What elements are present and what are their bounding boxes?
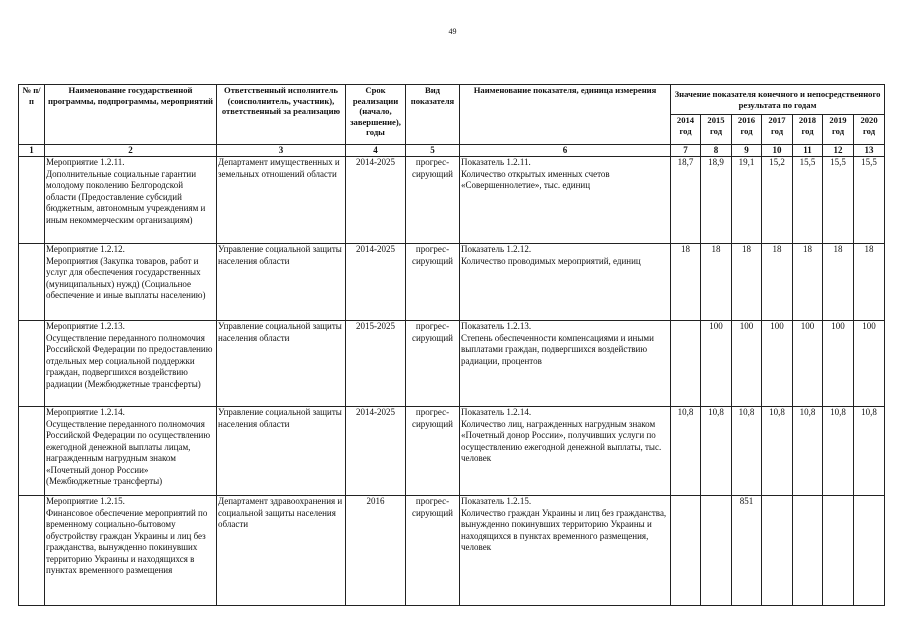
table-row: [19, 157, 885, 244]
value-cell: 18: [793, 244, 823, 321]
column-number: 7: [671, 145, 701, 157]
value-cell: 100: [732, 321, 762, 407]
header-year: 2018 год: [793, 115, 823, 145]
table-row: [19, 407, 885, 496]
value-cell: 10,8: [701, 407, 732, 496]
column-number: 11: [793, 145, 823, 157]
header-year: 2016 год: [732, 115, 762, 145]
value-cell: [701, 496, 732, 606]
header-year: 2015 год: [701, 115, 732, 145]
column-numbers-row: [19, 145, 885, 157]
column-number: 12: [823, 145, 854, 157]
indicator-type: прогрес- сирующий: [406, 157, 460, 244]
value-cell: [793, 496, 823, 606]
value-cell: 18: [671, 244, 701, 321]
implementation-period: 2015-2025: [346, 321, 406, 407]
value-cell: 18: [701, 244, 732, 321]
value-cell: 18: [762, 244, 793, 321]
value-cell: 10,8: [762, 407, 793, 496]
column-number: 13: [854, 145, 885, 157]
header-values-group: Значение показателя конечного и непосредственного результата по годам: [671, 85, 885, 115]
value-cell: 10,8: [671, 407, 701, 496]
column-number: 1: [19, 145, 45, 157]
value-cell: [671, 321, 701, 407]
value-cell: [671, 496, 701, 606]
column-number: 10: [762, 145, 793, 157]
value-cell: 10,8: [732, 407, 762, 496]
header-type: Вид показателя: [406, 85, 460, 145]
row-number: [19, 407, 45, 496]
measure-name: Мероприятие 1.2.14. Осуществление переданного полномочия Российской Федерации по осуществлению ежегодной денежной выплаты лицам, награжденным нагрудным знаком «Почетный донор России» (Межбюджетные трансферты): [45, 407, 217, 496]
value-cell: 10,8: [823, 407, 854, 496]
value-cell: 18: [732, 244, 762, 321]
implementation-period: 2014-2025: [346, 407, 406, 496]
value-cell: 18: [854, 244, 885, 321]
value-cell: 100: [793, 321, 823, 407]
value-cell: 15,5: [854, 157, 885, 244]
header-period: Срок реализации (начало, завершение), годы: [346, 85, 406, 145]
measure-name: Мероприятие 1.2.15. Финансовое обеспечение мероприятий по временному социально-бытовому обустройству граждан Украины и лиц без гражданства, вынужденно покинувших территорию Украины и находящихся в пунктах временного размещения: [45, 496, 217, 606]
row-number: [19, 244, 45, 321]
responsible-executor: Департамент имущественных и земельных отношений области: [217, 157, 346, 244]
row-number: [19, 496, 45, 606]
program-table: [18, 84, 885, 606]
indicator-name: Показатель 1.2.12. Количество проводимых мероприятий, единиц: [460, 244, 671, 321]
value-cell: 851: [732, 496, 762, 606]
header-num: № п/п: [19, 85, 45, 145]
header-year: 2017 год: [762, 115, 793, 145]
column-number: 5: [406, 145, 460, 157]
value-cell: 100: [823, 321, 854, 407]
table-row: [19, 496, 885, 606]
value-cell: 10,8: [793, 407, 823, 496]
page-number: 49: [448, 27, 457, 36]
column-number: 2: [45, 145, 217, 157]
header-responsible: Ответственный исполнитель (соисполнитель, участник), ответственный за реализацию: [217, 85, 346, 145]
column-number: 3: [217, 145, 346, 157]
value-cell: 15,2: [762, 157, 793, 244]
column-number: 8: [701, 145, 732, 157]
row-number: [19, 157, 45, 244]
row-number: [19, 321, 45, 407]
measure-name: Мероприятие 1.2.11. Дополнительные социальные гарантии молодому поколению Белгородской области (Предоставление субсидий бюджетным, автономным учреждениям и иным некоммерческим организациям): [45, 157, 217, 244]
indicator-name: Показатель 1.2.15. Количество граждан Украины и лиц без гражданства, вынужденно покинувших территорию Украины и находящихся в пунктах временного размещения, человек: [460, 496, 671, 606]
header-year: 2019 год: [823, 115, 854, 145]
value-cell: 100: [854, 321, 885, 407]
value-cell: 15,5: [793, 157, 823, 244]
indicator-type: прогрес- сирующий: [406, 321, 460, 407]
measure-name: Мероприятие 1.2.13. Осуществление переданного полномочия Российской Федерации по предоставлению отдельных мер социальной поддержки граждан, подвергшихся воздействию радиации (Межбюджетные трансферты): [45, 321, 217, 407]
column-number: 6: [460, 145, 671, 157]
value-cell: 15,5: [823, 157, 854, 244]
indicator-type: прогрес- сирующий: [406, 407, 460, 496]
implementation-period: 2016: [346, 496, 406, 606]
value-cell: [762, 496, 793, 606]
table-row: [19, 244, 885, 321]
header-name: Наименование государственной программы, подпрограммы, мероприятий: [45, 85, 217, 145]
indicator-name: Показатель 1.2.13. Степень обеспеченности компенсациями и иными выплатами граждан, подвергшихся воздействию радиации, процентов: [460, 321, 671, 407]
responsible-executor: Управление социальной защиты населения области: [217, 321, 346, 407]
indicator-name: Показатель 1.2.14. Количество лиц, награжденных нагрудным знаком «Почетный донор России», получивших услуги по осуществлению ежегодной денежной выплаты, тыс. человек: [460, 407, 671, 496]
value-cell: [823, 496, 854, 606]
column-number: 4: [346, 145, 406, 157]
indicator-name: Показатель 1.2.11. Количество открытых именных счетов «Совершеннолетие», тыс. единиц: [460, 157, 671, 244]
value-cell: [854, 496, 885, 606]
header-year: 2020 год: [854, 115, 885, 145]
value-cell: 19,1: [732, 157, 762, 244]
value-cell: 18,7: [671, 157, 701, 244]
indicator-type: прогрес- сирующий: [406, 496, 460, 606]
responsible-executor: Департамент здравоохранения и социальной защиты населения области: [217, 496, 346, 606]
measure-name: Мероприятие 1.2.12. Мероприятия (Закупка товаров, работ и услуг для обеспечения государственных (муниципальных) нужд) (Социальное обеспечение и иные выплаты населению): [45, 244, 217, 321]
responsible-executor: Управление социальной защиты населения области: [217, 244, 346, 321]
implementation-period: 2014-2025: [346, 244, 406, 321]
indicator-type: прогрес- сирующий: [406, 244, 460, 321]
responsible-executor: Управление социальной защиты населения области: [217, 407, 346, 496]
implementation-period: 2014-2025: [346, 157, 406, 244]
table-row: [19, 321, 885, 407]
value-cell: 100: [762, 321, 793, 407]
column-number: 9: [732, 145, 762, 157]
value-cell: 10,8: [854, 407, 885, 496]
header-indicator: Наименование показателя, единица измерения: [460, 85, 671, 145]
header-year: 2014 год: [671, 115, 701, 145]
value-cell: 18,9: [701, 157, 732, 244]
value-cell: 18: [823, 244, 854, 321]
value-cell: 100: [701, 321, 732, 407]
